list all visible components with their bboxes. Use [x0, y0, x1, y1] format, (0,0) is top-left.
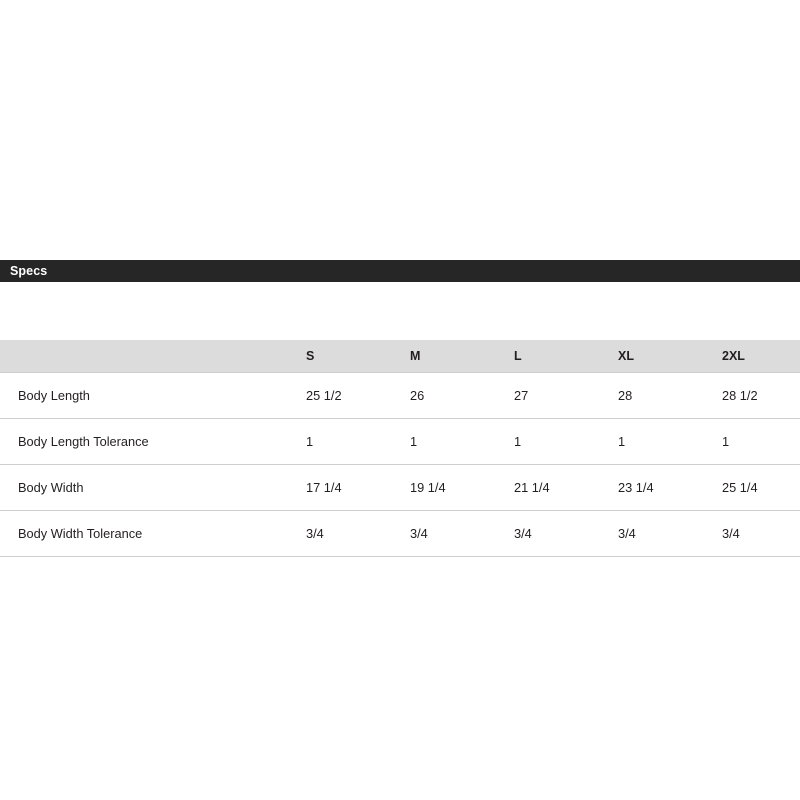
specs-section — [0, 260, 800, 557]
cell-m: 3/4 — [400, 511, 504, 557]
column-header-s: S — [296, 340, 400, 373]
table-header-row — [0, 340, 800, 373]
table-row — [0, 465, 800, 511]
cell-l: 27 — [504, 373, 608, 419]
column-header-xl: XL — [608, 340, 712, 373]
cell-2xl: 1 — [712, 419, 800, 465]
cell-s: 3/4 — [296, 511, 400, 557]
column-header-l: L — [504, 340, 608, 373]
cell-xl: 28 — [608, 373, 712, 419]
cell-s: 1 — [296, 419, 400, 465]
specs-table-body — [0, 373, 800, 557]
column-header-m: M — [400, 340, 504, 373]
row-label: Body Width Tolerance — [0, 511, 296, 557]
column-header-2xl: 2XL — [712, 340, 800, 373]
cell-xl: 3/4 — [608, 511, 712, 557]
cell-l: 3/4 — [504, 511, 608, 557]
table-row — [0, 419, 800, 465]
table-row — [0, 511, 800, 557]
cell-s: 25 1/2 — [296, 373, 400, 419]
cell-l: 21 1/4 — [504, 465, 608, 511]
row-label: Body Length Tolerance — [0, 419, 296, 465]
cell-s: 17 1/4 — [296, 465, 400, 511]
column-header-measurement — [0, 340, 296, 373]
specs-table — [0, 340, 800, 557]
cell-m: 19 1/4 — [400, 465, 504, 511]
specs-table-header — [0, 340, 800, 373]
cell-xl: 1 — [608, 419, 712, 465]
row-label: Body Length — [0, 373, 296, 419]
cell-l: 1 — [504, 419, 608, 465]
cell-m: 1 — [400, 419, 504, 465]
row-label: Body Width — [0, 465, 296, 511]
cell-m: 26 — [400, 373, 504, 419]
table-row — [0, 373, 800, 419]
specs-section-title: Specs — [0, 260, 800, 282]
cell-2xl: 28 1/2 — [712, 373, 800, 419]
cell-xl: 23 1/4 — [608, 465, 712, 511]
cell-2xl: 3/4 — [712, 511, 800, 557]
cell-2xl: 25 1/4 — [712, 465, 800, 511]
